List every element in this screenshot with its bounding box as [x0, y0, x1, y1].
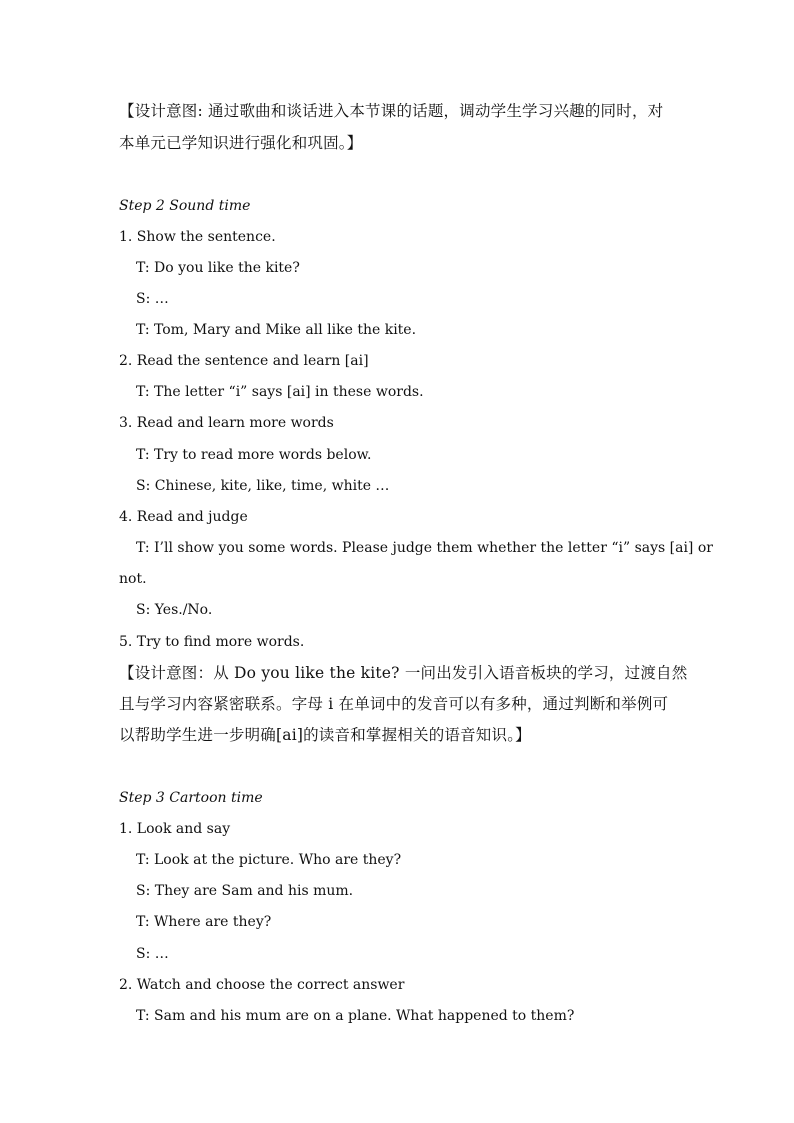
text-line: 5. Try to find more words.	[119, 634, 305, 650]
text-line: S: Yes./No.	[136, 602, 213, 618]
text-line: T: Look at the picture. Who are they?	[136, 852, 402, 868]
text-line: S: …	[136, 291, 169, 307]
text-line: 1. Look and say	[119, 821, 231, 837]
text-line: 3. Read and learn more words	[119, 415, 334, 431]
text-line: S: They are Sam and his mum.	[136, 883, 354, 899]
text-line: T: Do you like the kite?	[136, 260, 300, 276]
text-line: S: …	[136, 946, 169, 962]
text-line: 2. Read the sentence and learn [ai]	[119, 353, 369, 369]
text-line: T: Tom, Mary and Mike all like the kite.	[136, 322, 417, 338]
text-line: not.	[119, 571, 147, 587]
text-line: T: Try to read more words below.	[136, 447, 372, 463]
text-line: S: Chinese, kite, like, time, white …	[136, 478, 390, 494]
design-intent-line: 本单元已学知识进行强化和巩固。】	[119, 134, 363, 152]
design-intent-line: 以帮助学生进一步明确[ai]的读音和掌握相关的语音知识。】	[119, 726, 531, 744]
step-heading: Step 3 Cartoon time	[119, 790, 263, 806]
text-line: 1. Show the sentence.	[119, 229, 276, 245]
text-line: T: Where are they?	[136, 914, 272, 930]
text-line: T: Sam and his mum are on a plane. What happened to them?	[136, 1008, 575, 1024]
text-line: T: I’ll show you some words. Please judge them whether the letter “i” says [ai] or	[136, 540, 713, 556]
step-heading: Step 2 Sound time	[119, 198, 251, 214]
design-intent-line: 【设计意图: 通过歌曲和谈话进入本节课的话题，调动学生学习兴趣的同时，对	[119, 102, 664, 120]
design-intent-line: 且与学习内容紧密联系。字母 i 在单词中的发音可以有多种，通过判断和举例可	[119, 695, 669, 713]
text-line: 4. Read and judge	[119, 509, 248, 525]
text-line: 2. Watch and choose the correct answer	[119, 977, 405, 993]
text-line: T: The letter “i” says [ai] in these words.	[136, 384, 424, 400]
design-intent-line: 【设计意图：从 Do you like the kite? 一问出发引入语音板块的学习，过渡自然	[119, 664, 688, 682]
